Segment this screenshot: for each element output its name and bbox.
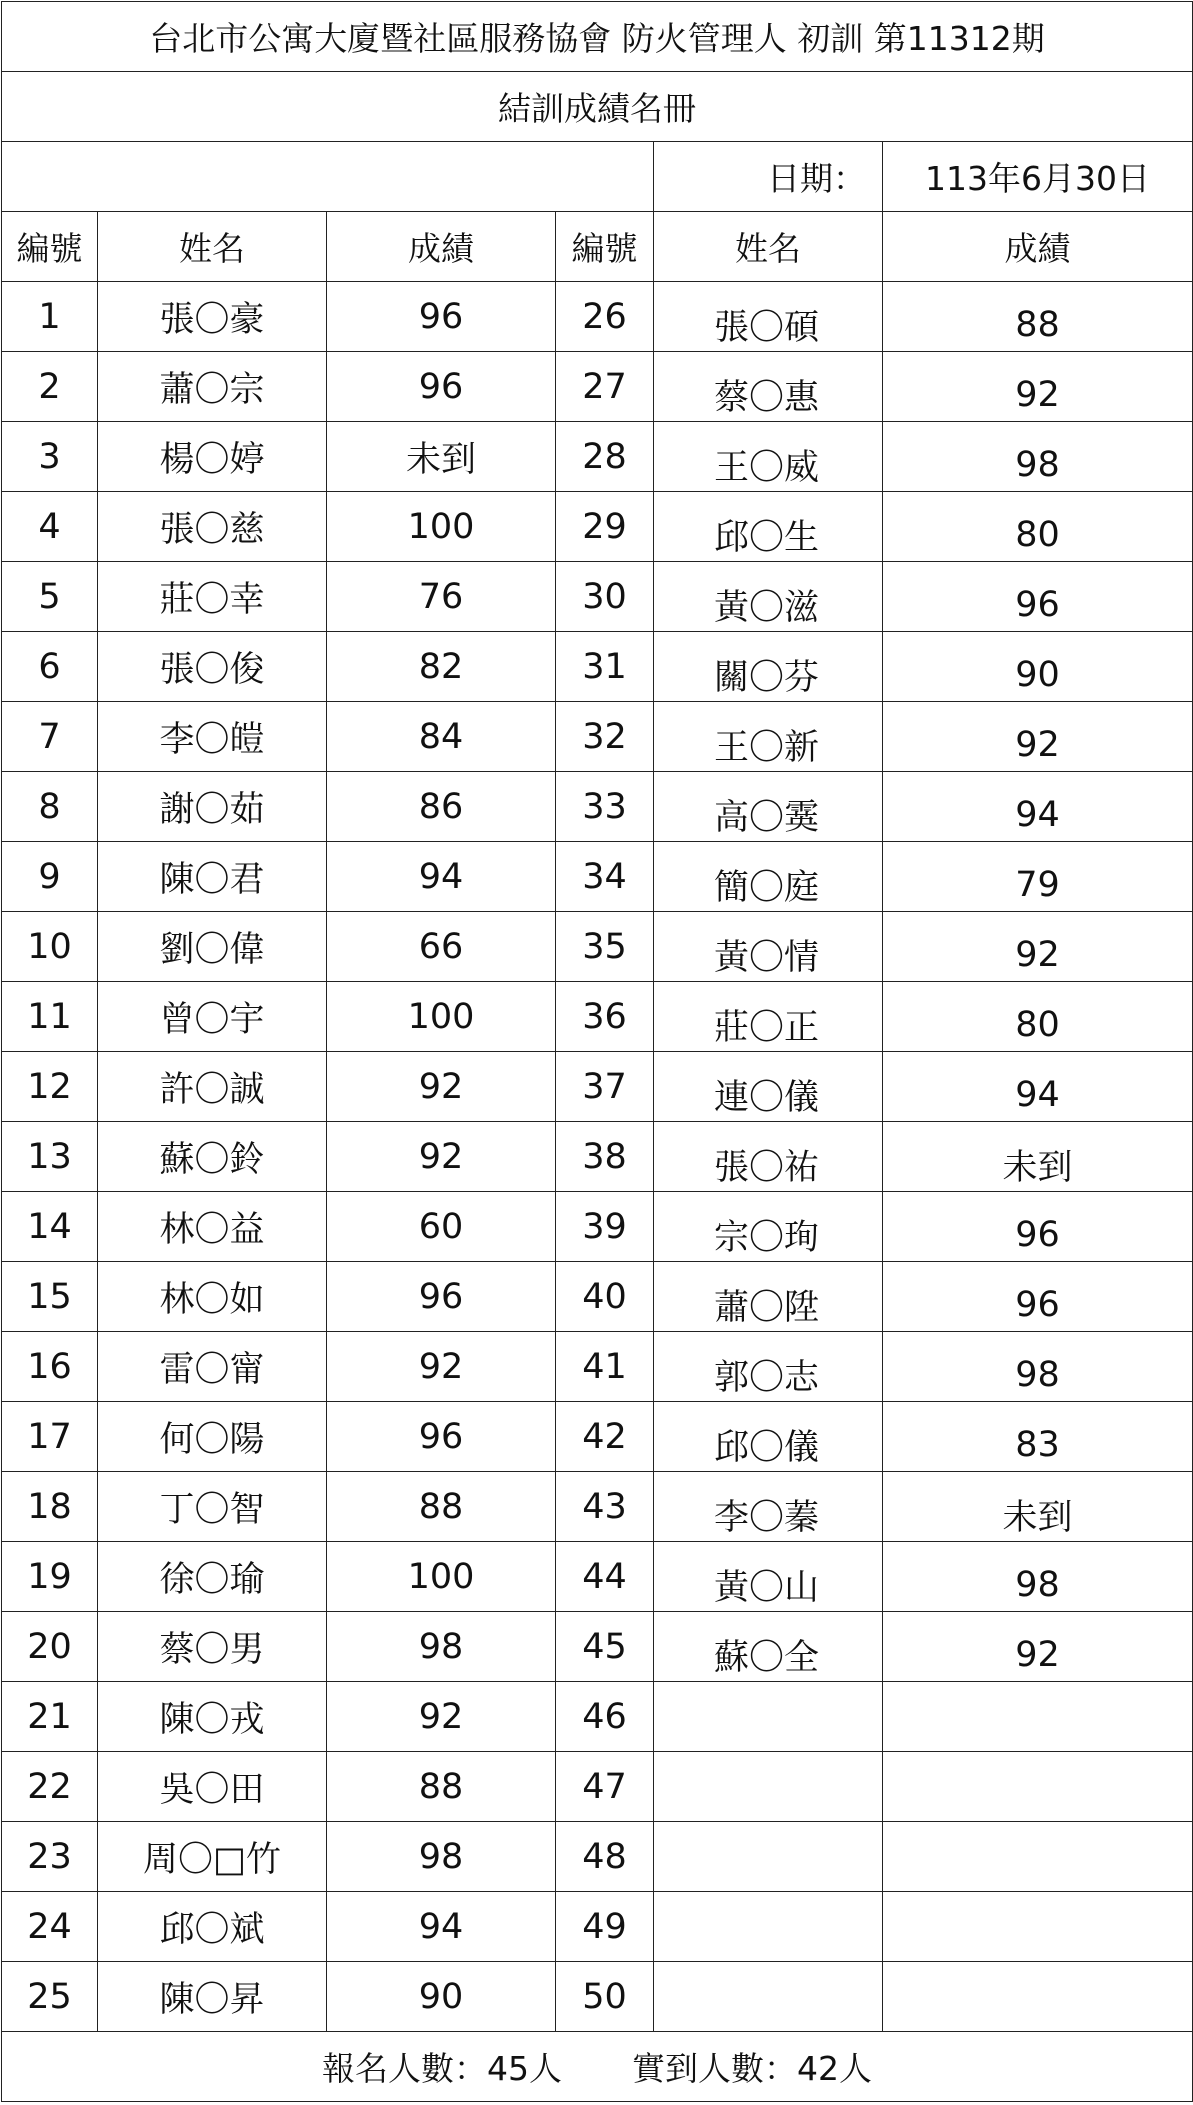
table-row: [2, 842, 1193, 912]
table-row: [2, 1052, 1193, 1122]
trainee-number: 23: [2, 1822, 98, 1892]
trainee-score: 94: [327, 842, 556, 912]
trainee-name-text: 王〇威: [714, 447, 820, 488]
attended-count: 實到人數：42人: [632, 2049, 872, 2088]
trainee-name: [654, 632, 883, 702]
trainee-name: [654, 1542, 883, 1612]
trainee-name: [654, 562, 883, 632]
trainee-score: 84: [327, 702, 556, 772]
trainee-name: [654, 1682, 883, 1752]
table-row: [2, 1752, 1193, 1822]
trainee-name: [654, 1122, 883, 1192]
trainee-number: 10: [2, 912, 98, 982]
registered-count: 報名人數：45人: [322, 2049, 562, 2088]
trainee-number: 17: [2, 1402, 98, 1472]
trainee-score-text: 94: [1015, 794, 1060, 835]
table-row: [2, 1402, 1193, 1472]
trainee-name: 陳〇君: [98, 842, 327, 912]
trainee-score-text: 未到: [1002, 1497, 1073, 1538]
trainee-name: [654, 1402, 883, 1472]
trainee-number: 38: [556, 1122, 654, 1192]
trainee-name: [654, 1752, 883, 1822]
trainee-name-text: 王〇新: [714, 727, 820, 768]
trainee-score: 60: [327, 1192, 556, 1262]
trainee-name: [654, 1612, 883, 1682]
trainee-score: 100: [327, 1542, 556, 1612]
trainee-number: 11: [2, 982, 98, 1052]
trainee-name: 吳〇田: [98, 1752, 327, 1822]
trainee-number: 9: [2, 842, 98, 912]
trainee-name-text: 黃〇山: [714, 1567, 820, 1608]
table-row: [2, 912, 1193, 982]
trainee-number: 27: [556, 352, 654, 422]
column-header-number: 編號: [556, 212, 654, 282]
trainee-name: 張〇豪: [98, 282, 327, 352]
trainee-score: 96: [327, 1402, 556, 1472]
trainee-name-text: 邱〇儀: [714, 1427, 820, 1468]
trainee-number: 22: [2, 1752, 98, 1822]
trainee-name: [654, 422, 883, 492]
trainee-number: 28: [556, 422, 654, 492]
trainee-number: 26: [556, 282, 654, 352]
trainee-name: [654, 982, 883, 1052]
trainee-score: [883, 1822, 1193, 1892]
trainee-name: [654, 1472, 883, 1542]
trainee-name-text: 邱〇生: [714, 517, 820, 558]
trainee-number: 35: [556, 912, 654, 982]
trainee-number: 32: [556, 702, 654, 772]
trainee-name-text: 李〇蓁: [714, 1497, 820, 1538]
trainee-name: 徐〇瑜: [98, 1542, 327, 1612]
trainee-name: 陳〇戎: [98, 1682, 327, 1752]
trainee-name: [654, 1962, 883, 2032]
trainee-number: 49: [556, 1892, 654, 1962]
table-row: [2, 772, 1193, 842]
trainee-number: 24: [2, 1892, 98, 1962]
trainee-number: 2: [2, 352, 98, 422]
trainee-name: 蔡〇男: [98, 1612, 327, 1682]
trainee-score-text: 98: [1015, 444, 1060, 485]
trainee-name: [654, 1332, 883, 1402]
table-row: [2, 982, 1193, 1052]
trainee-score: [883, 1612, 1193, 1682]
trainee-number: 50: [556, 1962, 654, 2032]
trainee-score: [883, 1682, 1193, 1752]
trainee-score-text: 98: [1015, 1564, 1060, 1605]
trainee-score: [883, 1052, 1193, 1122]
trainee-score: [883, 982, 1193, 1052]
column-header-score: 成績: [883, 212, 1193, 282]
trainee-score-text: 80: [1015, 1004, 1060, 1045]
table-row: [2, 282, 1193, 352]
date-label: 日期：: [654, 142, 883, 212]
trainee-number: 1: [2, 282, 98, 352]
trainee-score-text: 90: [1015, 654, 1060, 695]
table-row: [2, 1472, 1193, 1542]
trainee-score-text: 96: [1015, 584, 1060, 625]
trainee-score: 86: [327, 772, 556, 842]
trainee-score: [883, 282, 1193, 352]
trainee-name: 謝〇茹: [98, 772, 327, 842]
trainee-score: 96: [327, 1262, 556, 1332]
trainee-score-text: 88: [1015, 304, 1060, 345]
trainee-number: 21: [2, 1682, 98, 1752]
trainee-name: 陳〇昇: [98, 1962, 327, 2032]
trainee-number: 39: [556, 1192, 654, 1262]
trainee-number: 46: [556, 1682, 654, 1752]
trainee-name: 莊〇幸: [98, 562, 327, 632]
trainee-name: 林〇益: [98, 1192, 327, 1262]
trainee-score: [883, 352, 1193, 422]
trainee-score: [883, 1192, 1193, 1262]
trainee-score: 76: [327, 562, 556, 632]
trainee-name: 丁〇智: [98, 1472, 327, 1542]
trainee-score: [883, 1542, 1193, 1612]
roster-table: [1, 1, 1193, 2102]
trainee-number: 33: [556, 772, 654, 842]
column-header-score: 成績: [327, 212, 556, 282]
trainee-number: 25: [2, 1962, 98, 2032]
trainee-score-text: 96: [1015, 1284, 1060, 1325]
trainee-name: [654, 1892, 883, 1962]
trainee-score-text: 94: [1015, 1074, 1060, 1115]
table-row: [2, 492, 1193, 562]
table-row: [2, 562, 1193, 632]
roster-sheet: [0, 1, 1193, 2105]
trainee-name-text: 莊〇正: [714, 1007, 820, 1048]
trainee-name-text: 蘇〇全: [714, 1637, 820, 1678]
trainee-score-text: 79: [1015, 864, 1060, 905]
trainee-number: 31: [556, 632, 654, 702]
trainee-score: [883, 842, 1193, 912]
trainee-name-text: 宗〇珣: [714, 1217, 820, 1258]
trainee-number: 45: [556, 1612, 654, 1682]
trainee-name: 劉〇偉: [98, 912, 327, 982]
trainee-number: 30: [556, 562, 654, 632]
trainee-name: [654, 702, 883, 772]
trainee-name: 蕭〇宗: [98, 352, 327, 422]
trainee-name: 楊〇婷: [98, 422, 327, 492]
trainee-number: 47: [556, 1752, 654, 1822]
trainee-score: [883, 702, 1193, 772]
trainee-number: 12: [2, 1052, 98, 1122]
trainee-score-text: 96: [1015, 1214, 1060, 1255]
trainee-score-text: 92: [1015, 934, 1060, 975]
table-row: [2, 352, 1193, 422]
trainee-number: 29: [556, 492, 654, 562]
table-row: [2, 1962, 1193, 2032]
trainee-score: [883, 1752, 1193, 1822]
trainee-score: 92: [327, 1052, 556, 1122]
table-row: [2, 1122, 1193, 1192]
column-header-name: 姓名: [654, 212, 883, 282]
trainee-score: 94: [327, 1892, 556, 1962]
trainee-number: 5: [2, 562, 98, 632]
table-row: [2, 1542, 1193, 1612]
document-title: 台北市公寓大廈暨社區服務協會 防火管理人 初訓 第11312期: [2, 2, 1193, 72]
trainee-score: 100: [327, 982, 556, 1052]
trainee-score: 100: [327, 492, 556, 562]
trainee-name: 邱〇斌: [98, 1892, 327, 1962]
trainee-name: [654, 1822, 883, 1892]
trainee-name-text: 蔡〇惠: [714, 377, 820, 418]
trainee-score: 82: [327, 632, 556, 702]
trainee-score: 88: [327, 1752, 556, 1822]
attendance-summary: [2, 2032, 1193, 2102]
trainee-score: [883, 1262, 1193, 1332]
trainee-score: [883, 562, 1193, 632]
trainee-name: 曾〇宇: [98, 982, 327, 1052]
table-row: [2, 422, 1193, 492]
trainee-score: 92: [327, 1332, 556, 1402]
trainee-name-text: 簡〇庭: [714, 867, 820, 908]
trainee-number: 44: [556, 1542, 654, 1612]
trainee-name: [654, 492, 883, 562]
trainee-number: 43: [556, 1472, 654, 1542]
trainee-name: [654, 282, 883, 352]
trainee-name: [654, 352, 883, 422]
trainee-score: [883, 1892, 1193, 1962]
table-row: [2, 1682, 1193, 1752]
table-row: [2, 632, 1193, 702]
trainee-name: 蘇〇鈴: [98, 1122, 327, 1192]
trainee-number: 34: [556, 842, 654, 912]
trainee-name-text: 關〇芬: [714, 657, 820, 698]
table-row: [2, 702, 1193, 772]
trainee-score: [883, 1472, 1193, 1542]
blank-cell: [2, 142, 654, 212]
trainee-name-text: 黃〇情: [714, 937, 820, 978]
table-row: [2, 1192, 1193, 1262]
trainee-score-text: 未到: [1002, 1147, 1073, 1188]
trainee-name: 許〇誠: [98, 1052, 327, 1122]
trainee-number: 36: [556, 982, 654, 1052]
trainee-score: [883, 912, 1193, 982]
trainee-number: 37: [556, 1052, 654, 1122]
trainee-name: 何〇陽: [98, 1402, 327, 1472]
table-row: [2, 1892, 1193, 1962]
trainee-name: [654, 842, 883, 912]
trainee-number: 13: [2, 1122, 98, 1192]
trainee-number: 3: [2, 422, 98, 492]
trainee-name: 李〇皚: [98, 702, 327, 772]
trainee-name-text: 張〇祐: [714, 1147, 820, 1188]
trainee-number: 48: [556, 1822, 654, 1892]
trainee-name: 雷〇甯: [98, 1332, 327, 1402]
trainee-name-text: 高〇霙: [714, 797, 820, 838]
trainee-score: [883, 772, 1193, 842]
trainee-number: 20: [2, 1612, 98, 1682]
document-subtitle: 結訓成績名冊: [2, 72, 1193, 142]
trainee-score: 96: [327, 352, 556, 422]
trainee-score: 90: [327, 1962, 556, 2032]
footer-row: [2, 2032, 1193, 2102]
trainee-number: 6: [2, 632, 98, 702]
trainee-score: [883, 422, 1193, 492]
trainee-score: 92: [327, 1682, 556, 1752]
trainee-name-text: 郭〇志: [714, 1357, 820, 1398]
trainee-number: 42: [556, 1402, 654, 1472]
table-row: [2, 1332, 1193, 1402]
trainee-number: 15: [2, 1262, 98, 1332]
trainee-score-text: 92: [1015, 1634, 1060, 1675]
trainee-number: 16: [2, 1332, 98, 1402]
trainee-name: [654, 1192, 883, 1262]
trainee-name: 張〇慈: [98, 492, 327, 562]
trainee-score: 96: [327, 282, 556, 352]
trainee-score-text: 92: [1015, 724, 1060, 765]
trainee-score: 92: [327, 1122, 556, 1192]
trainee-score: [883, 1962, 1193, 2032]
trainee-number: 4: [2, 492, 98, 562]
trainee-name-text: 蕭〇陞: [714, 1287, 820, 1328]
trainee-number: 19: [2, 1542, 98, 1612]
trainee-number: 14: [2, 1192, 98, 1262]
trainee-number: 18: [2, 1472, 98, 1542]
trainee-score: [883, 1402, 1193, 1472]
column-header-row: [2, 212, 1193, 282]
column-header-number: 編號: [2, 212, 98, 282]
trainee-score: 88: [327, 1472, 556, 1542]
date-value: 113年6月30日: [883, 142, 1193, 212]
trainee-score: 98: [327, 1612, 556, 1682]
trainee-score: [883, 632, 1193, 702]
trainee-score: 98: [327, 1822, 556, 1892]
trainee-number: 41: [556, 1332, 654, 1402]
trainee-name: [654, 772, 883, 842]
trainee-name: 張〇俊: [98, 632, 327, 702]
trainee-number: 40: [556, 1262, 654, 1332]
trainee-score: [883, 492, 1193, 562]
trainee-number: 8: [2, 772, 98, 842]
trainee-score: 未到: [327, 422, 556, 492]
trainee-score: [883, 1122, 1193, 1192]
trainee-name: 林〇如: [98, 1262, 327, 1332]
trainee-name-text: 黃〇滋: [714, 587, 820, 628]
trainee-name-text: 張〇碩: [714, 307, 820, 348]
trainee-name-text: 連〇儀: [714, 1077, 820, 1118]
trainee-name: [654, 1052, 883, 1122]
column-header-name: 姓名: [98, 212, 327, 282]
trainee-score-text: 83: [1015, 1424, 1060, 1465]
trainee-name: [654, 912, 883, 982]
trainee-number: 7: [2, 702, 98, 772]
trainee-name: [654, 1262, 883, 1332]
table-row: [2, 1822, 1193, 1892]
trainee-score-text: 92: [1015, 374, 1060, 415]
trainee-score-text: 98: [1015, 1354, 1060, 1395]
trainee-score-text: 80: [1015, 514, 1060, 555]
trainee-name: 周〇□竹: [98, 1822, 327, 1892]
table-row: [2, 1612, 1193, 1682]
table-row: [2, 1262, 1193, 1332]
trainee-score: 66: [327, 912, 556, 982]
trainee-score: [883, 1332, 1193, 1402]
